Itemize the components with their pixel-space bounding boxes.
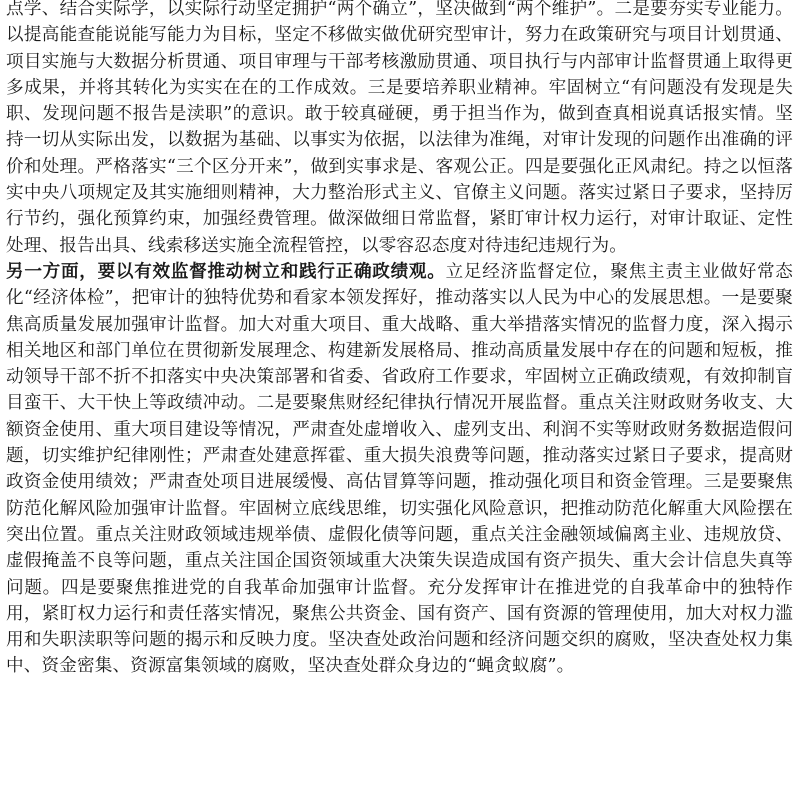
paragraph-1-text: 点学、结合实际学，以实际行动坚定拥护“两个确立”，坚决做到“两个维护”。二是要夯实专业能力。以提高能查能说能写能力为目标，坚定不移做实做优研究型审计，努力在政策研究与项目计划贯通、项目实施与大数据分析贯通、项目审理与干部考核激励贯通、项目执行与内部审计监督贯通上取得更多成果，并将其转化为实实在在的工作成效。三是要培养职业精神。牢固树立“有问题没有发现是失职、发现问题不报告是渎职”的意识。敢于较真碰硬，勇于担当作为，做到查真相说真话报实情。坚持一切从实际出发，以数据为基础、以事实为依据，以法律为准绳，对审计发现的问题作出准确的评价和处理。严格落实“三个区分开来”，做到实事求是、客观公正。四是要强化正风肃纪。持之以恒落实中央八项规定及其实施细则精神，大力整治形式主义、官僚主义问题。落实过紧日子要求，坚持厉行节约，强化预算约束，加强经费管理。做深做细日常监督，紧盯审计权力运行，对审计取证、定性处理、报告出具、线索移送实施全流程管控，以零容忍态度对待违纪违规行为。 xyxy=(6,0,793,256)
paragraph-2 xyxy=(6,259,793,680)
paragraph-2-lead: 另一方面，要以有效监督推动树立和践行正确政绩观。 xyxy=(6,261,446,282)
paragraph-1 xyxy=(6,0,793,259)
paragraph-2-text: 立足经济监督定位，聚焦主责主业做好常态化“经济体检”，把审计的独特优势和看家本领发挥好，推动落实以人民为中心的发展思想。一是要聚焦高质量发展加强审计监督。加大对重大项目、重大战略、重大举措落实情况的监督力度，深入揭示相关地区和部门单位在贯彻新发展理念、构建新发展格局、推动高质量发展中存在的问题和短板，推动领导干部不折不扣落实中央决策部署和省委、省政府工作要求，牢固树立正确政绩观，有效抑制盲目蛮干、大干快上等政绩冲动。二是要聚焦财经纪律执行情况开展监督。重点关注财政财务收支、大额资金使用、重大项目建设等情况，严肃查处虚增收入、虚列支出、利润不实等财政财务数据造假问题，切实维护纪律刚性；严肃查处建意挥霍、重大损失浪费等问题，推动落实过紧日子要求，提高财政资金使用绩效；严肃查处项目进展缓慢、高估冒算等问题，推动强化项目和资金管理。三是要聚焦防范化解风险加强审计监督。牢固树立底线思维，切实强化风险意识，把推动防范化解重大风险摆在突出位置。重点关注财政领域违规举债、虚假化债等问题，重点关注金融领域偏离主业、违规放贷、虚假掩盖不良等问题，重点关注国企国资领域重大决策失误造成国有资产损失、重大会计信息失真等问题。四是要聚焦推进党的自我革命加强审计监督。充分发挥审计在推进党的自我革命中的独特作用，紧盯权力运行和责任落实情况，聚焦公共资金、国有资产、国有资源的管理使用，加大对权力滥用和失职渎职等问题的揭示和反映力度。坚决查处政治问题和经济问题交织的腐败，坚决查处权力集中、资金密集、资源富集领域的腐败，坚决查处群众身边的“蝇贪蚁腐”。 xyxy=(6,261,793,677)
